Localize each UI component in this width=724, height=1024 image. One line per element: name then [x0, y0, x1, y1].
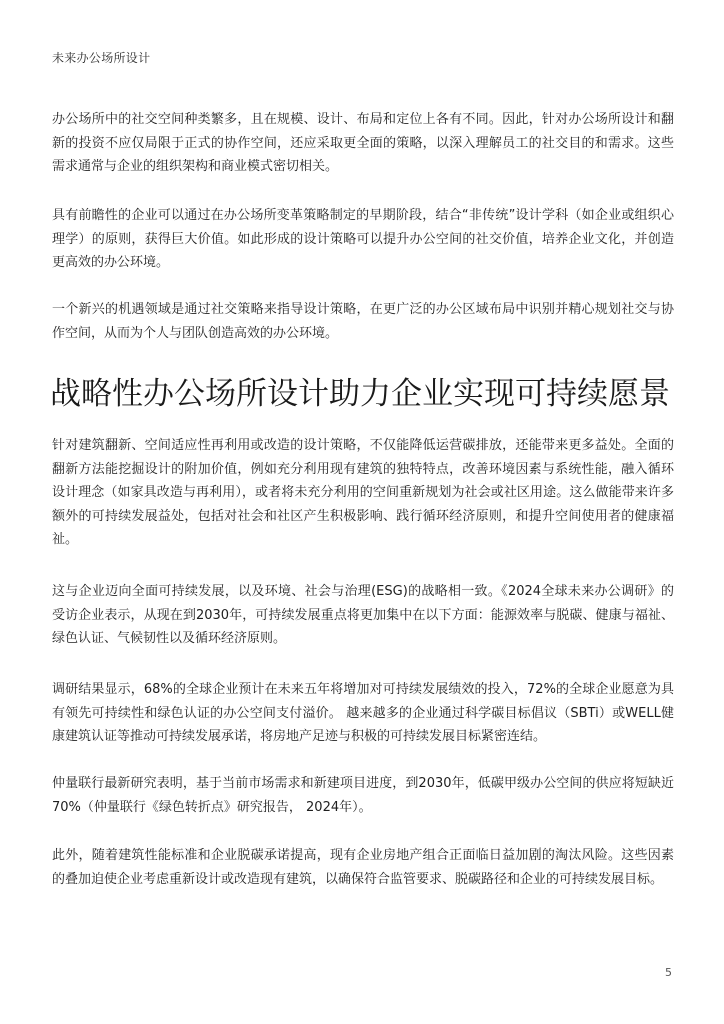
body-paragraph: 调研结果显示，68%的全球企业预计在未来五年将增加对可持续发展绩效的投入，72%的全球企业愿意为具有领先可持续性和绿色认证的办公空间支付溢价。 越来越多的企业通过科学碳目标倡议（SBTi）或WELL健康建筑认证等推动可持续发展承诺，将房地产足迹与积极的可持续发展目标紧密连结。 [52, 682, 674, 744]
body-paragraph: 仲量联行最新研究表明，基于当前市场需求和新建项目进度，到2030年，低碳甲级办公空间的供应将短缺近70%（仲量联行《绿色转折点》研究报告， 2024年）。 [52, 776, 674, 815]
running-header: 未来办公场所设计 [52, 51, 151, 65]
body-paragraph: 具有前瞻性的企业可以通过在办公场所变革策略制定的早期阶段，结合“非传统”设计学科（如企业或组织心理学）的原则，获得巨大价值。如此形成的设计策略可以提升办公空间的社交价值，培养企业文化，并创造更高效的办公环境。 [52, 208, 674, 270]
body-paragraph: 一个新兴的机遇领域是通过社交策略来指导设计策略，在更广泛的办公区域布局中识别并精心规划社交与协作空间，从而为个人与团队创造高效的办公环境。 [52, 302, 674, 341]
body-paragraph: 针对建筑翻新、空间适应性再利用或改造的设计策略，不仅能降低运营碳排放，还能带来更多益处。全面的翻新方法能挖掘设计的附加价值，例如充分利用现有建筑的独特特点，改善环境因素与系统性能，融入循环设计理念（如家具改造与再利用），或者将未充分利用的空间重新规划为社会或社区用途。这么做能带来许多额外的可持续发展益处，包括对社会和社区产生积极影响、践行循环经济原则，和提升空间使用者的健康福祉。 [52, 438, 674, 547]
body-paragraph: 办公场所中的社交空间种类繁多，且在规模、设计、布局和定位上各有不同。因此，针对办公场所设计和翻新的投资不应仅局限于正式的协作空间，还应采取更全面的策略，以深入理解员工的社交目的和需求。这些需求通常与企业的组织架构和商业模式密切相关。 [52, 112, 674, 174]
body-paragraph: 此外，随着建筑性能标准和企业脱碳承诺提高，现有企业房地产组合正面临日益加剧的淘汰风险。这些因素的叠加迫使企业考虑重新设计或改造现有建筑，以确保符合监管要求、脱碳路径和企业的可持续发展目标。 [52, 848, 674, 887]
page-number: 5 [665, 966, 672, 979]
section-heading: 战略性办公场所设计助力企业实现可持续愿景 [50, 376, 670, 412]
body-paragraph: 这与企业迈向全面可持续发展，以及环境、社会与治理(ESG)的战略相一致。《2024全球未来办公调研》的受访企业表示，从现在到2030年，可持续发展重点将更加集中在以下方面：能源效率与脱碳、健康与福祉、绿色认证、气候韧性以及循环经济原则。 [52, 584, 674, 646]
